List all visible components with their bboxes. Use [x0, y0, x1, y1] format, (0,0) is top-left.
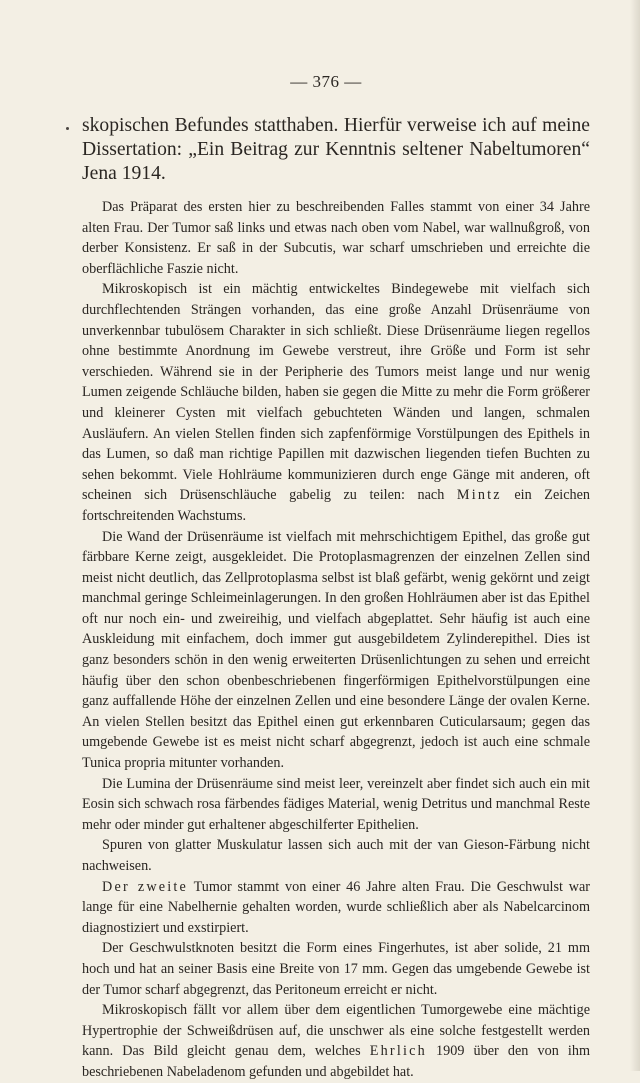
- lead-paragraph: skopischen Befundes statthaben. Hierfür verweise ich auf meine Dissertation: „Ein Beitrag zur Kenntnis seltener Nabeltumoren“ Jena 1914.: [82, 115, 590, 184]
- paragraph-4: Die Lumina der Drüsenräume sind meist leer, vereinzelt aber findet sich auch ein mit Eosin sich schwach rosa färbendes fädiges Material, wenig Detritus und manchmal Reste mehr oder minder gut erhaltener abgeschilferter Epithelien.: [82, 775, 590, 833]
- paragraph-3: Die Wand der Drüsenräume ist vielfach mit mehrschichtigem Epithel, das große gut färbbare Kerne zeigt, ausgekleidet. Die Protoplasmagrenzen der einzelnen Zellen sind meist nicht deutlich, das Zellprotoplasma selbst ist blaß gefärbt, wenig gekörnt und zeigt manchmal geringe Schleimeinlagerungen. In den großen Hohlräumen aber ist das Epithel oft nur noch ein- und zweireihig, und vielfach abgeplattet. Sehr häufig ist auch eine Auskleidung mit einfachem, doch immer gut ausgebildetem Zylinderepithel. Dies ist ganz besonders schön in den wenig erweiterten Drüsenlichtungen zu sehen und erreicht häufig über den schon obenbeschriebenen fingerförmigen Epithelvorstülpungen eine ganz auffallende Höhe der einzelnen Zellen und eine besondere Länge der ovalen Kerne. An vielen Stellen besitzt das Epithel einen gut erkennbaren Cuticularsaum; gegen das umgebende Gewebe ist es meist nicht scharf abgegrenzt, jedoch ist auch eine schmale Tunica propria mitunter vorhanden.: [82, 528, 590, 772]
- paragraph-8: Mikroskopisch fällt vor allem über dem eigentlichen Tumorgewebe eine mächtige Hypertrophie der Schweißdrüsen auf, die unschwer als eine solche festgestellt werden kann. Das Bild gleicht genau dem, welches Ehrlich 1909 über den von ihm beschriebenen Nabeladenom gefunden und abgebildet hat.: [82, 1002, 591, 1080]
- margin-mark: [66, 127, 69, 130]
- page-edge-shadow: [630, 0, 640, 1071]
- paragraph-6: Der zweite Tumor stammt von einer 46 Jahre alten Frau. Die Geschwulst war lange für eine Nabelhernie gehalten worden, wurde schließlich aber als Nabelcarcinom diagnostiziert und exstirpiert.: [82, 878, 590, 936]
- paragraph-7: Der Geschwulstknoten besitzt die Form eines Fingerhutes, ist aber solide, 21 mm hoch und hat an seiner Basis eine Breite von 17 mm. Gegen das umgebende Gewebe ist der Tumor scharf abgegrenzt, das Peritoneum erreicht er nicht.: [82, 940, 590, 998]
- paragraph-1: Das Präparat des ersten hier zu beschreibenden Falles stammt von einer 34 Jahre alten Frau. Der Tumor saß links und etwas nach oben vom Nabel, war wallnußgroß, von derber Konsistenz. Er saß in der Subcutis, war scharf umschrieben und erreichte die oberflächliche Faszie nicht.: [82, 199, 590, 277]
- paragraph-5: Spuren von glatter Muskulatur lassen sich auch mit der van Gieson-Färbung nicht nachweisen.: [82, 837, 590, 874]
- paragraph-2: Mikroskopisch ist ein mächtig entwickeltes Bindegewebe mit vielfach sich durchflechtenden Strängen vorhanden, das eine große Anzahl Drüsenräume von unverkennbar tubulösem Charakter in sich schließt. Diese Drüsenräume liegen regellos ohne bestimmte Anordnung im Gewebe verstreut, ihre Größe und Form ist sehr verschieden. Während sie in der Peripherie des Tumors meist lange und nur wenig Lumen zeigende Schläuche bilden, haben sie gegen die Mitte zu mehr die Form größerer und kleinerer Cysten mit vielfach gebuchteten Wänden und langen, schmalen Ausläufern. An vielen Stellen finden sich zapfenförmige Vorstülpungen des Epithels in das Lumen, so daß man richtige Papillen mit dazwischen liegenden tiefen Buchten zu sehen bekommt. Viele Hohlräume kommunizieren durch enge Gänge mit anderen, oft scheinen sich Drüsenschläuche gabelig zu teilen: nach Mintz ein Zeichen fortschreitenden Wachstums.: [82, 281, 590, 524]
- spaced-name: Mintz: [456, 487, 502, 504]
- spaced-name: Ehrlich: [369, 1043, 427, 1060]
- spaced-name: Der zweite: [102, 878, 189, 895]
- page-number: — 376 —: [290, 72, 362, 91]
- body-text: [82, 197, 590, 1083]
